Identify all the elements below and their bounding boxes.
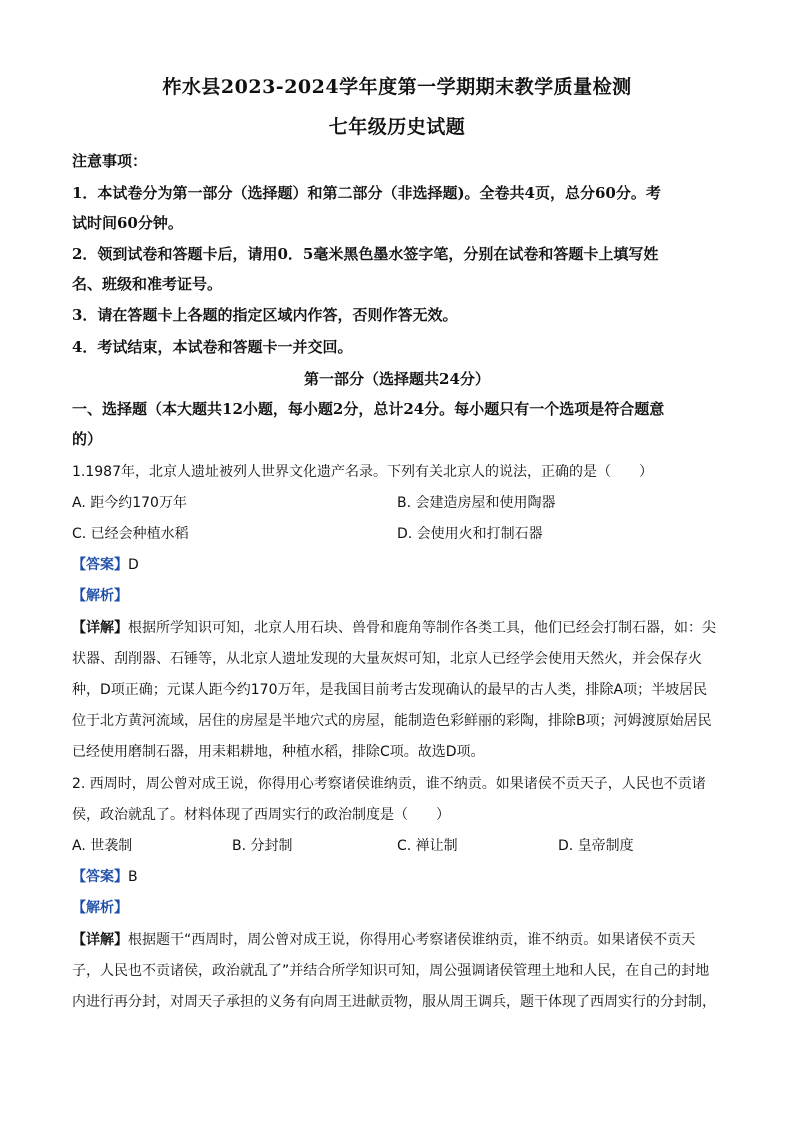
q1-option-d: D. 会使用火和打制石器	[397, 526, 543, 542]
notice-line: 试时间60分钟。	[72, 214, 183, 232]
q1-option-c: C. 已经会种植水稻	[72, 526, 189, 542]
part1-heading: 第一部分（选择题共24分）	[304, 370, 490, 388]
q2-detail-line: 内进行再分封，对周天子承担的义务有向周王进献贡物，服从周王调兵，题干体现了西周实行的分封制，	[72, 994, 716, 1010]
q2-option-a: A. 世袭制	[72, 838, 133, 854]
analysis-tag: 【解析】	[72, 588, 128, 604]
q1-detail-line: 种，D项正确；元谋人距今约170万年，是我国目前考古发现确认的最早的古人类，排除A项；半坡居民	[72, 682, 708, 698]
q2-detail-line	[72, 929, 722, 951]
exam-title: 柞水县2023-2024学年度第一学期期末教学质量检测	[162, 76, 632, 98]
q2-detail-text: 根据题干“西周时，周公曾对成王说，你得用心考察诸侯谁纳贡，谁不纳贡。如果诸侯不贡天	[128, 932, 696, 948]
notice-line: 名、班级和准考证号。	[72, 275, 223, 293]
q1-analysis-row	[72, 585, 722, 607]
notice-line: 1．本试卷分为第一部分（选择题）和第二部分（非选择题)。全卷共4页，总分60分。考	[72, 184, 661, 202]
q2-stem: 侯，政治就乱了。材料体现了西周实行的政治制度是（ ）	[72, 807, 450, 823]
detail-tag: 【详解】	[72, 932, 128, 948]
exam-subtitle: 七年级历史试题	[328, 116, 466, 138]
q1-answer-row	[72, 554, 722, 576]
q1-detail-line	[72, 617, 722, 639]
q2-option-d: D. 皇帝制度	[558, 838, 634, 854]
q1-option-b: B. 会建造房屋和使用陶器	[397, 495, 556, 511]
q1-stem: 1.1987年，北京人遗址被列人世界文化遗产名录。下列有关北京人的说法，正确的是（ ）	[72, 464, 653, 480]
q1-detail-line: 已经使用磨制石器，用耒耜耕地，种植水稻，排除C项。故选D项。	[72, 744, 485, 760]
q1-answer: D	[128, 557, 139, 573]
answer-tag: 【答案】	[72, 557, 128, 573]
q1-detail-line: 状器、刮削器、石锤等，从北京人遗址发现的大量灰烬可知，北京人已经学会使用天然火，并会保存火	[72, 651, 702, 667]
q2-detail-line: 子，人民也不贡诸侯，政治就乱了”并结合所学知识可知，周公强调诸侯管理土地和人民，在自己的封地	[72, 963, 710, 979]
notice-line: 4．考试结束，本试卷和答题卡一并交回。	[72, 338, 353, 356]
part1-instruction: 一、选择题（本大题共12小题，每小题2分，总计24分。每小题只有一个选项是符合题意	[72, 400, 665, 418]
q2-answer: B	[128, 869, 138, 885]
q1-detail-line: 位于北方黄河流域，居住的房屋是半地穴式的房屋，能制造色彩鲜丽的彩陶，排除B项；河姆渡原始居民	[72, 713, 712, 729]
q2-option-c: C. 禅让制	[397, 838, 458, 854]
part1-instruction: 的）	[72, 430, 103, 448]
analysis-tag: 【解析】	[72, 900, 128, 916]
q2-answer-row	[72, 866, 722, 888]
q2-stem: 2. 西周时，周公曾对成王说，你得用心考察诸侯谁纳贡，谁不纳贡。如果诸侯不贡天子，人民也不贡诸	[72, 776, 706, 792]
notice-line: 3．请在答题卡上各题的指定区域内作答，否则作答无效。	[72, 306, 458, 324]
notice-heading: 注意事项：	[72, 152, 148, 170]
q1-option-a: A. 距今约170万年	[72, 495, 187, 511]
answer-tag: 【答案】	[72, 869, 128, 885]
notice-line: 2．领到试卷和答题卡后，请用0．5毫米黑色墨水签字笔，分别在试卷和答题卡上填写姓	[72, 245, 659, 263]
detail-tag: 【详解】	[72, 620, 128, 636]
q2-option-b: B. 分封制	[232, 838, 293, 854]
q1-detail-text: 根据所学知识可知，北京人用石块、兽骨和鹿角等制作各类工具，他们已经会打制石器，如：尖	[128, 620, 716, 636]
q2-analysis-row	[72, 897, 722, 919]
